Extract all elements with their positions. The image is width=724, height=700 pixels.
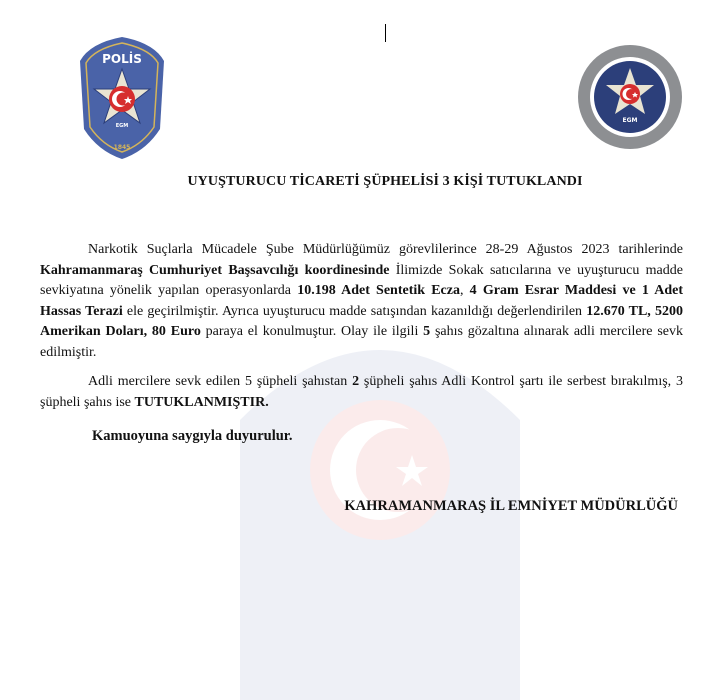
badge-center-text: EGM [115,123,129,129]
badge-top-text: POLİS [102,52,142,66]
police-badge-logo [76,33,168,161]
text-cursor [385,24,386,42]
paragraph-arrest-result: Adli mercilere sevk edilen 5 şüpheli şahıstan 2 şüpheli şahıs Adli Kontrol şartı ile serbest bırakılmış, 3 şüpheli şahıs ise TUTUKLANMIŞTIR. [40,374,684,410]
paragraph-operation-details: Narkotik Suçlarla Mücadele Şube Müdürlüğümüz görevlilerince 28-29 Ağustos 2023 tarihlerinde Kahramanmaraş Cumhuriyet Başsavcılığı koordinesinde İlimizde Sokak satıcılarına ve uyuşturucu madde sevkiyatına yönelik yapılan operasyonlarda 10.198 Adet Sentetik Ecza, 4 Gram Esrar Maddesi ve 1 Adet Hassas Terazi ele geçirilmiştir. Ayrıca uyuşturucu madde satışından kazanıldığı değerlendirilen 12.670 TL, 5200 Amerikan Doları, 80 Euro paraya el konulmuştur. Olay ile ilgili 5 şahıs gözaltına alınarak adli mercilere sevk edilmiştir. [40,242,684,360]
document-title: UYUŞTURUCU TİCARETİ ŞÜPHELİSİ 3 KİŞİ TUTUKLANDI [187,174,583,189]
logo-center-text: EGM [622,117,638,124]
signature-authority: KAHRAMANMARAŞ İL EMNİYET MÜDÜRLÜĞÜ [344,498,678,514]
badge-year-text: 1845 [113,144,131,151]
closing-statement: Kamuoyuna saygıyla duyurulur. [92,428,293,444]
provincial-police-logo [568,42,692,152]
